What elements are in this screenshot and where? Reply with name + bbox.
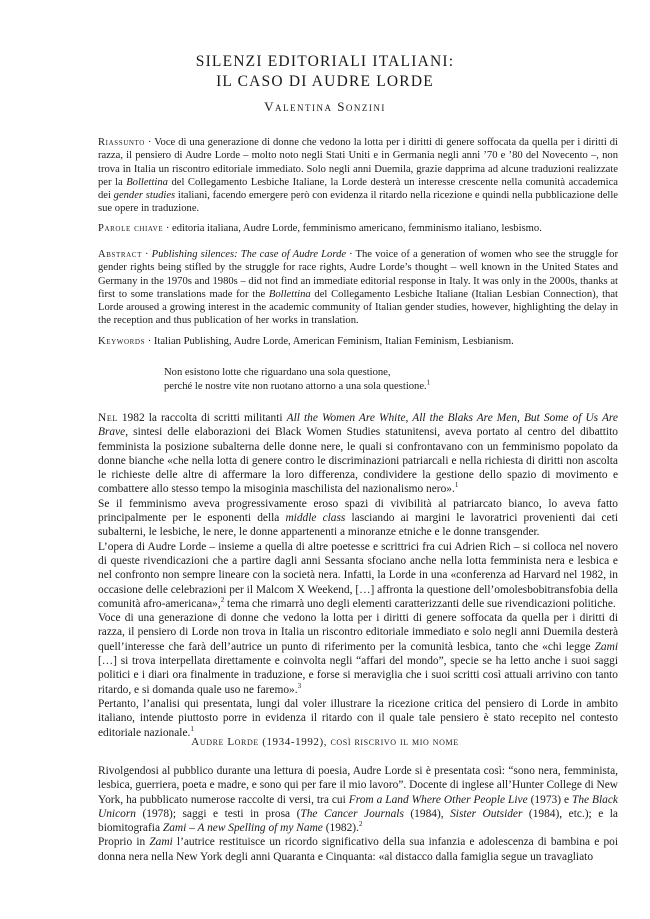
section-text (98, 764, 618, 864)
section-paragraph-2: Proprio in Zami l’autrice restituisce un ricordo significativo della sua infanzia e adolescenza di bambina e poi donna nera nella New York degli anni Quaranta e Cinquanta: «al distacco dalla famiglia segue un travagliato (98, 836, 618, 863)
footnote-ref[interactable]: 1 (426, 377, 431, 386)
footnote-ref[interactable]: 2 (220, 596, 225, 605)
body-paragraph-4: Voce di una generazione di donne che vedono la lotta per i diritti di genere soffocata da quella per i diritti di razza, il pensiero di Lorde non trova in Italia un riscontro editoriale immediato e solo negli anni Duemila desterà quell’interesse che farà dell’autrice un punto di riferimento per la comunità lesbica, tanto che «chi legge Zami […] si trova interpellata direttamente e coinvolta negli “affari del mondo”, specie se ha letto anche i suoi saggi politici e i diari ora finalmente in traduzione, e forse si meraviglia che i suoi scritti così attuali arrivino con tanto ritardo, e si domanda quale uso ne faremo».$^3$ (98, 612, 618, 696)
parole-chiave-label: Parole chiave (98, 223, 164, 234)
keywords-label: Keywords (98, 336, 146, 347)
footnote-ref[interactable]: 1 (190, 724, 194, 733)
footnote-ref[interactable]: 2 (358, 820, 363, 829)
epigraph-line2: perché le nostre vite non ruotano attorno a una sola questione.$^1$ (164, 377, 431, 392)
abstract-label: Abstract (98, 249, 142, 260)
article-title-line2: IL CASO DI AUDRE LORDE (216, 73, 434, 90)
section-heading: Audre Lorde (1934-1992), così riscrivo il mio nome (191, 736, 459, 748)
abstract-title: Publishing silences: The case of Audre Lorde (151, 249, 347, 260)
keywords-line: Keywords · Italian Publishing, Audre Lorde, American Feminism, Italian Feminism, Lesbianism. (98, 336, 514, 347)
book-title: All the Women Are White, All the Blaks Are Men, But Some of Us Are Brave (98, 412, 618, 439)
epigraph-line1: Non esistono lotte che riguardano una sola questione, (164, 367, 391, 378)
article-title-line1: SILENZI EDITORIALI ITALIANI: (195, 53, 455, 70)
abstract-paragraph: Abstract · Publishing silences: The case of Audre Lorde · The voice of a generation of women who see the struggle for gender rights being stifled by the struggle for race rights, Audre Lorde’s thought – well known in the United States and Germany in the 1970s and 1980s – did not find an immediate editorial response in Italy. It was only in the 2000s, thanks at first to some translations made for the Bollettina del Collegamento Lesbiche Italiane (Italian Lesbian Connection), that Lorde aroused a growing interest in the academic community of Italian gender studies, however, highlighting the delay in the reception and thus publication of her works in translation. (98, 249, 618, 327)
author-name: Valentina Sonzini (264, 99, 386, 114)
epigraph (164, 366, 544, 393)
riassunto-label: Riassunto (98, 137, 145, 148)
body-paragraph-1: Nel 1982 la raccolta di scritti militanti All the Women Are White, All the Blaks Are Men, But Some of Us Are Brave, sintesi delle elaborazioni dei Black Women Studies statunitensi, aveva portato al centro del dibattito femminista la posizione subalterna delle donne nere, le quali si confrontavano con un femminismo popolato da donne bianche «che nella lotta di genere contro le discriminazioni patriarcali e nella richiesta di diritti non ascolta le richieste delle altre di affermare la loro differenza, condividere la gestione dello spazio di movimento e combattere allo stesso tempo la misoginia maschilista del nazionalismo nero».$^1$ (98, 412, 618, 496)
footnote-ref[interactable]: 3 (297, 681, 302, 690)
parole-chiave-line: Parole chiave · editoria italiana, Audre Lorde, femminismo americano, femminismo italiano, lesbismo. (98, 223, 542, 234)
body-paragraph-3: L’opera di Audre Lorde – insieme a quella di altre poetesse e scrittrici fra cui Adrien Rich – si colloca nel novero di queste rivendicazioni che a partire dagli anni Sessanta sfociano anche nella lotta femminista nera e lesbica e nel confronto non sempre lineare con la società nera. Infatti, la Lorde in una «conferenza ad Harvard nel 1982, in occasione delle celebrazioni per il Malcom X Weekend, […] affronta la questione dell’omolesbobitransfobia della comunità afro-americana»,$^2$ tema che rimarrà uno degli elementi caratterizzanti delle sue rivendicazioni politiche. (98, 540, 618, 610)
footnote-ref[interactable]: 1 (454, 481, 459, 490)
body-paragraph-2: Se il femminismo aveva progressivamente eroso spazi di vivibilità al patriarcato bianco, lo aveva fatto principalmente per le esponenti della middle class lasciando ai margini le lavoratrici provenienti dai ceti subalterni, le lesbiche, le nere, le donne appartenenti a minoranze etniche e le donne transgender. (98, 497, 618, 539)
body-paragraph-5: Pertanto, l’analisi qui presentata, lungi dal voler illustrare la ricezione critica del pensiero di Lorde in ambito italiano, intende piuttosto porre in evidenza il ritardo con il quale tale pensiero è stato recepito nel contesto editoriale nazionale.$^1$ (98, 697, 618, 739)
riassunto-paragraph: Riassunto · Voce di una generazione di donne che vedono la lotta per i diritti di genere soffocata da quella per i diritti di razza, il pensiero di Audre Lorde – molto noto negli Stati Uniti e in Germania negli anni ’70 e ’80 del Novecento –, non trova in Italia un riscontro editoriale immediato. Solo negli anni Duemila, grazie dapprima ad alcune traduzioni realizzate per la Bollettina del Collegamento Lesbiche Italiane, la Lorde desterà un interesse crescente nella comunità accademica dei gender studies italiani, facendo emergere però con evidenza il ritardo nella ricezione e quindi nella pubblicazione delle sue opere in traduzione. (98, 137, 619, 215)
body-text (98, 411, 618, 740)
section-paragraph-1: Rivolgendosi al pubblico durante una lettura di poesia, Audre Lorde si è presentata così: “sono nera, femminista, lesbica, guerriera, poeta e madre, e sono qui per fare il mio lavoro”. Docente di inglese all’Hunter College di New York, ha pubblicato numerose raccolte di versi, tra cui From a Land Where Other People Live (1973) e The Black Unicorn (1978); saggi e testi in prosa (The Cancer Journals (1984), Sister Outsider (1984), etc.); e la biomitografia Zami – A new Spelling of my Name (1982).$^2$ (98, 765, 618, 835)
